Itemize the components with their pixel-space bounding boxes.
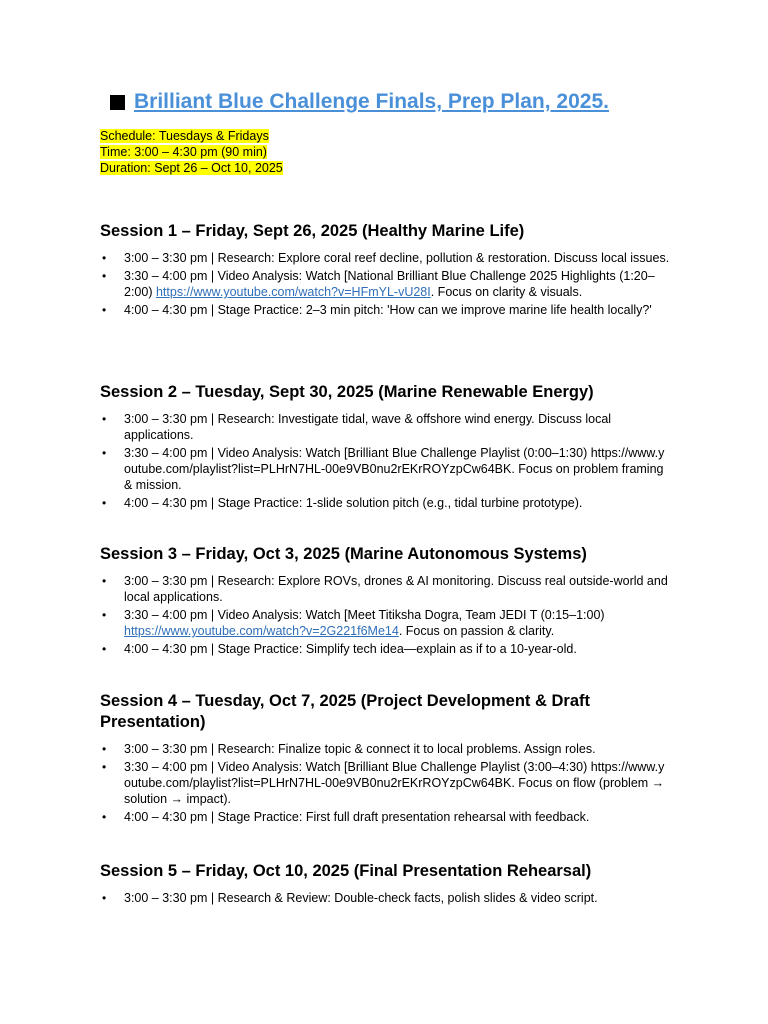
document-title-link[interactable]: Brilliant Blue Challenge Finals, Prep Plan, 2025. [134,90,609,113]
list-item: • 4:00 – 4:30 pm | Stage Practice: First full draft presentation rehearsal with feedback. [100,809,670,825]
list-item [100,268,670,300]
session-1 [100,221,670,320]
session-5 [100,861,670,908]
session-2 [100,382,670,513]
list-item: • 3:30 – 4:00 pm | Video Analysis: Watch [Brilliant Blue Challenge Playlist (3:00–4:30) https://www.youtube.com/playlist?list=PLHrN7HL-00e9VB0nu2rEKrROYzpCw64BK. Focus on flow (problem → solution → impact). [100,759,670,807]
list-item: • 3:00 – 3:30 pm | Research & Review: Double-check facts, polish slides & video script. [100,890,670,906]
session-heading: Session 3 – Friday, Oct 3, 2025 (Marine Autonomous Systems) [100,545,587,563]
item-text: 3:30 – 4:00 pm | Video Analysis: Watch [National Brilliant Blue Challenge 2025 Highlights (1:20–2:00) [124,269,655,299]
session-items [100,411,670,511]
session-heading: Session 5 – Friday, Oct 10, 2025 (Final Presentation Rehearsal) [100,862,592,880]
list-item [100,607,670,639]
schedule-line: Schedule: Tuesdays & Fridays [100,129,269,143]
list-item: • 3:30 – 4:00 pm | Video Analysis: Watch [Brilliant Blue Challenge Playlist (0:00–1:30) https://www.youtube.com/playlist?list=PLHrN7HL-00e9VB0nu2rEKrROYzpCw64BK. Focus on problem framing & mission. [100,445,670,493]
list-item: • 4:00 – 4:30 pm | Stage Practice: 1-slide solution pitch (e.g., tidal turbine prototype). [100,495,670,511]
list-item: • 3:00 – 3:30 pm | Research: Explore ROVs, drones & AI monitoring. Discuss real outside-world and local applications. [100,573,670,605]
session-items [100,890,670,906]
list-item: • 4:00 – 4:30 pm | Stage Practice: 2–3 min pitch: 'How can we improve marine life health locally?' [100,302,670,318]
youtube-link[interactable]: https://www.youtube.com/watch?v=HFmYL-vU28I [155,285,431,299]
list-item: • 3:00 – 3:30 pm | Research: Investigate tidal, wave & offshore wind energy. Discuss local applications. [100,411,670,443]
session-items [100,250,670,318]
session-heading: Session 4 – Tuesday, Oct 7, 2025 (Project Development & Draft Presentation) [100,692,590,731]
session-4 [100,691,670,827]
list-item: • 4:00 – 4:30 pm | Stage Practice: Simplify tech idea—explain as if to a 10-year-old. [100,641,670,657]
item-text: . Focus on clarity & visuals. [430,285,583,299]
item-text: . Focus on passion & clarity. [398,624,555,638]
item-text: 3:30 – 4:00 pm | Video Analysis: Watch [Meet Titiksha Dogra, Team JEDI T (0:15–1:00) [124,608,605,622]
list-item: • 3:00 – 3:30 pm | Research: Finalize topic & connect it to local problems. Assign roles. [100,741,670,757]
session-items [100,741,670,825]
time-line: Time: 3:00 – 4:30 pm (90 min) [100,145,267,159]
session-items [100,573,670,657]
schedule-info [100,128,283,176]
youtube-link[interactable]: https://www.youtube.com/watch?v=2G221f6Me14 [124,624,399,638]
duration-line: Duration: Sept 26 – Oct 10, 2025 [100,161,283,175]
document-title-row [110,90,609,114]
black-square-icon [110,95,125,110]
session-3 [100,544,670,659]
list-item: • 3:00 – 3:30 pm | Research: Explore coral reef decline, pollution & restoration. Discuss local issues. [100,250,670,266]
session-heading: Session 1 – Friday, Sept 26, 2025 (Healthy Marine Life) [100,222,525,240]
session-heading: Session 2 – Tuesday, Sept 30, 2025 (Marine Renewable Energy) [100,383,594,401]
